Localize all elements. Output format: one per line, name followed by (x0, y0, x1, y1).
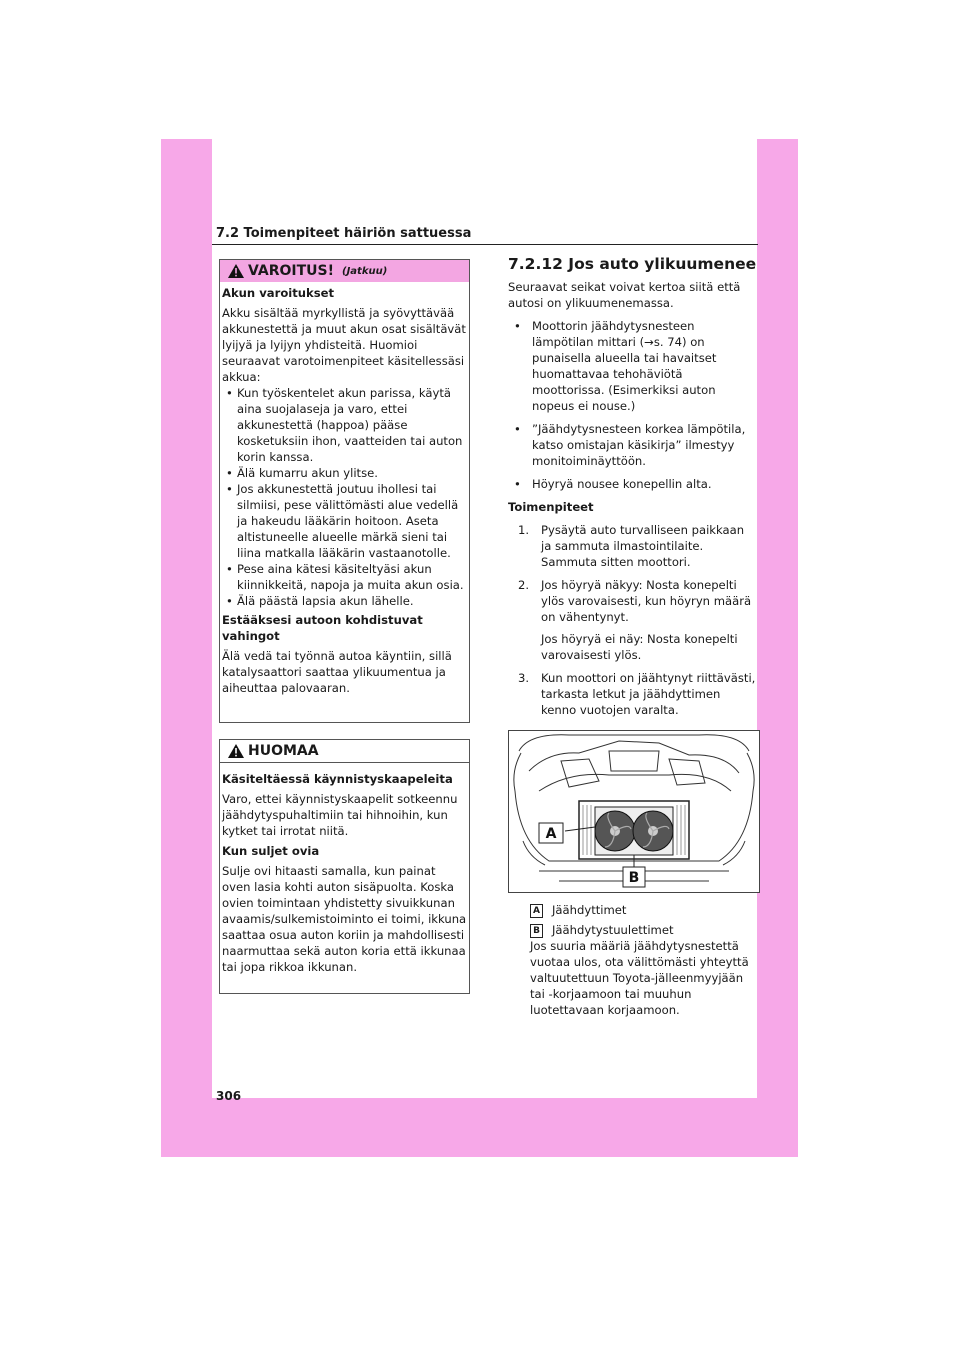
list-item: • Pese aina kätesi käsiteltyäsi akun kiinnikkeitä, napoja ja muita akun osia. (222, 561, 467, 593)
step-text: Pysäytä auto turvalliseen paikkaan ja sammuta ilmastointilaite. Sammuta sitten moottori. (541, 523, 745, 569)
step-number: 1. (518, 523, 530, 537)
legend-text-a: Jäähdyttimet (552, 903, 627, 917)
warning-triangle-icon (228, 264, 244, 278)
battery-intro: Akku sisältää myrkyllistä ja syövyttävää akkunestettä ja muut akun osat sisältävät lyijyä ja lyijyn yhdisteitä. Huomioi seuraavat varotoimenpiteet käsitellessäsi akkua: (222, 306, 466, 384)
legend-key-a: A (530, 904, 543, 918)
page-number: 306 (216, 1089, 242, 1103)
step-number: 3. (518, 671, 530, 685)
cable-text: Varo, ettei käynnistyskaapelit sotkeennu jäähdytyspuhaltimiin tai hihnoihin, kun kytket tai irrotat niitä. (222, 792, 458, 838)
overheat-intro: Seuraavat seikat voivat kertoa siitä että autosi on ylikuumenemassa. (508, 280, 741, 310)
overheat-title: 7.2.12 Jos auto ylikuumenee (508, 255, 757, 273)
step-number: 2. (518, 578, 530, 592)
warning-header (220, 260, 469, 282)
list-item: • Kun työskentelet akun parissa, käytä aina suojalaseja ja varo, ettei akkunestettä (happoa) pääse kosketuksiin ihon, vaatteiden tai auton korin kanssa. (222, 385, 467, 465)
step-item (508, 577, 758, 663)
battery-bullets (222, 385, 467, 609)
notice-box (219, 739, 470, 994)
list-item: • Älä päästä lapsia akun lähelle. (222, 593, 467, 609)
figure-label-a: A (545, 826, 557, 842)
notice-body (220, 763, 469, 975)
legend-row-b (530, 922, 758, 938)
figure-label-b: B (628, 870, 640, 886)
damage-heading: Estääksesi autoon kohdistuvat vahingot (222, 613, 423, 643)
overheat-bullets (508, 318, 758, 492)
notice-triangle-icon (228, 744, 244, 758)
section-rule (212, 244, 758, 245)
step-text: Jos höyryä näkyy: Nosta konepelti ylös varovaisesti, kun höyryn määrä on vähentynyt. (541, 578, 752, 624)
damage-text: Älä vedä tai työnnä autoa käyntiin, sillä katalysaattori saattaa ylikuumentua ja aiheuttaa palovaaran. (222, 649, 452, 695)
doors-text: Sulje ovi hitaasti samalla, kun painat oven lasia kohti auton sisäpuolta. Koska ovien toimintaan yhdistetty sivuikkunan avaamis/sulkemistoiminto ei toimi, ikkuna saattaa osua auton koriin ja mahdollisesti naarmuttaa sekä auton koria että ikkunaa tai jopa rikkoa ikkunan. (222, 864, 467, 974)
engine-bay-illustration (508, 730, 760, 893)
list-item: • Jos akkunestettä joutuu ihollesi tai silmiisi, pese välittömästi alue vedellä ja hakeudu lääkärin hoitoon. Aseta altistuneelle alueelle märkä sieni tai liina matkalla lääkärin vastaanotolle. (222, 481, 467, 561)
notice-header (220, 740, 469, 763)
bottom-color-band (161, 1098, 798, 1157)
list-item: • Höyryä nousee konepellin alta. (508, 476, 758, 492)
notice-title: HUOMAA (248, 743, 319, 759)
battery-heading: Akun varoitukset (222, 286, 335, 300)
legend-text-b: Jäähdytystuulettimet (552, 923, 674, 937)
list-item: • Älä kumarru akun ylitse. (222, 465, 467, 481)
step-subtext: Jos höyryä ei näy: Nosta konepelti varovaisesti ylös. (541, 632, 738, 662)
cable-heading: Käsiteltäessä käynnistyskaapeleita (222, 772, 453, 786)
engine-bay-drawing (509, 731, 759, 892)
legend-extra-text: Jos suuria määriä jäähdytysnestettä vuotaa ulos, ota välittömästi yhteyttä valtuutettuun Toyota-jälleenmyyjään tai -korjaamoon tai muuhun luotettavaan korjaamoon. (530, 939, 749, 1017)
legend-row-a (530, 902, 758, 918)
right-color-band (757, 139, 798, 1157)
left-color-band (161, 139, 212, 1157)
warning-box (219, 259, 470, 723)
legend-key-b: B (530, 924, 543, 938)
figure-legend (530, 902, 758, 1018)
section-header: 7.2 Toimenpiteet häiriön sattuessa (216, 226, 472, 241)
warning-title: VAROITUS! (248, 263, 334, 279)
overheat-section (508, 256, 758, 725)
step-text: Kun moottori on jäähtynyt riittävästi, tarkasta letkut ja jäähdyttimen kenno vuotojen varalta. (541, 671, 756, 717)
warning-continued: (Jatkuu) (342, 265, 388, 277)
list-item: • Moottorin jäähdytysnesteen lämpötilan mittari (→s. 74) on punaisella alueella tai havaitset huomattavaa tehohäviötä moottorissa. (Esimerkiksi auton nopeus ei nouse.) (508, 318, 758, 414)
steps-list (508, 522, 758, 718)
warning-body (220, 282, 469, 696)
step-item (508, 522, 758, 570)
step-item (508, 670, 758, 718)
steps-title: Toimenpiteet (508, 500, 594, 514)
doors-heading: Kun suljet ovia (222, 844, 320, 858)
list-item: • ”Jäähdytysnesteen korkea lämpötila, katso omistajan käsikirja” ilmestyy monitoiminäyttöön. (508, 421, 758, 469)
